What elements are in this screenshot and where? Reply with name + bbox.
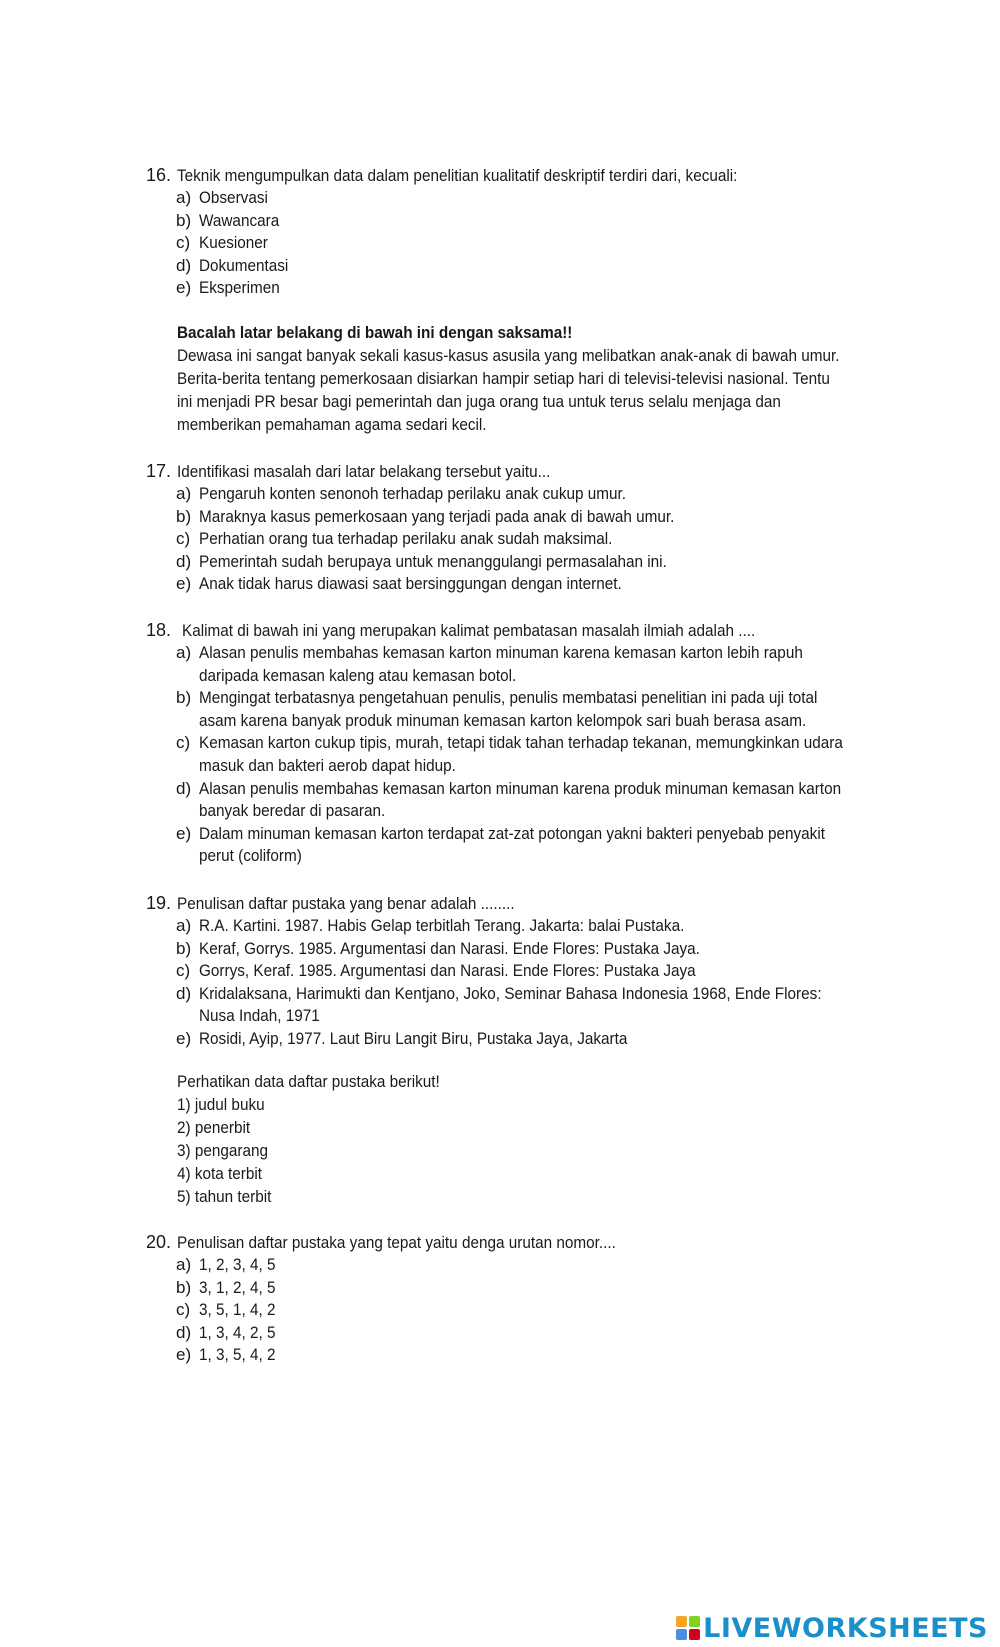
option-text-line-1: Dalam minuman kemasan karton terdapat zat-zat potongan yakni bakteri penyebab penyakit (199, 823, 825, 843)
logo-square (689, 1616, 700, 1627)
option-text: 1, 2, 3, 4, 5 (199, 1255, 276, 1274)
question-18-header (146, 619, 906, 642)
option-letter: c) (176, 233, 191, 253)
option-d[interactable] (176, 551, 906, 574)
data-list-item: 5) tahun terbit (177, 1187, 272, 1206)
option-e[interactable] (176, 823, 906, 868)
option-letter: e) (176, 823, 192, 843)
option-text-line-1: Alasan penulis membahas kemasan karton minuman karena produk minuman kemasan karton (199, 778, 842, 798)
logo-square (689, 1629, 700, 1640)
option-letter: d) (176, 551, 192, 571)
option-letter: e) (176, 574, 192, 594)
option-text-line-2: perut (coliform) (199, 846, 302, 866)
option-b[interactable] (176, 210, 906, 233)
option-text: 3, 1, 2, 4, 5 (199, 1277, 276, 1297)
option-text: Eksperimen (199, 278, 280, 298)
option-text: 1, 3, 5, 4, 2 (199, 1345, 276, 1365)
question-text: Penulisan daftar pustaka yang tepat yaitu denga urutan nomor.... (177, 1233, 616, 1252)
option-letter: b) (176, 1277, 192, 1297)
option-text-line-2: Nusa Indah, 1971 (199, 1006, 320, 1026)
question-20 (146, 1231, 906, 1367)
option-letter: e) (176, 1345, 192, 1365)
option-letter: a) (176, 916, 192, 935)
option-d[interactable] (176, 983, 906, 1028)
question-16 (146, 164, 906, 300)
question-text: Penulisan daftar pustaka yang benar adalah ........ (177, 894, 515, 913)
option-c[interactable] (176, 232, 906, 255)
question-number: 20. (146, 1232, 172, 1252)
question-19-header (146, 892, 906, 915)
passage-heading: Bacalah latar belakang di bawah ini dengan saksama!! (177, 323, 573, 342)
option-text-line-1: Alasan penulis membahas kemasan karton minuman karena kemasan karton lebih rapuh (199, 643, 803, 662)
option-text: Pemerintah sudah berupaya untuk menanggulangi permasalahan ini. (199, 551, 667, 571)
option-text: Gorrys, Keraf. 1985. Argumentasi dan Narasi. Ende Flores: Pustaka Jaya (199, 961, 696, 981)
option-c[interactable] (176, 960, 906, 983)
option-e[interactable] (176, 277, 906, 300)
data-list-item: 4) kota terbit (177, 1164, 263, 1183)
option-d[interactable] (176, 778, 906, 823)
option-text-line-1: Kemasan karton cukup tipis, murah, tetapi tidak tahan terhadap tekanan, memungkinkan udara (199, 733, 843, 753)
option-letter: d) (176, 983, 192, 1003)
question-17 (146, 460, 906, 596)
option-b[interactable] (176, 1277, 906, 1300)
option-c[interactable] (176, 732, 906, 777)
option-letter: b) (176, 506, 192, 526)
option-text: Maraknya kasus pemerkosaan yang terjadi pada anak di bawah umur. (199, 506, 675, 526)
liveworksheets-logo[interactable] (676, 1611, 988, 1645)
option-a[interactable] (176, 483, 906, 506)
option-d[interactable] (176, 1322, 906, 1345)
option-text: 3, 5, 1, 4, 2 (199, 1300, 276, 1320)
option-e[interactable] (176, 573, 906, 596)
option-a[interactable] (176, 1254, 906, 1277)
option-letter: e) (176, 278, 192, 298)
option-letter: a) (176, 188, 192, 207)
question-17-header (146, 460, 906, 483)
option-b[interactable] (176, 687, 906, 732)
question-text: Kalimat di bawah ini yang merupakan kalimat pembatasan masalah ilmiah adalah .... (182, 621, 756, 640)
option-letter: d) (176, 1322, 192, 1342)
question-number: 18. (146, 620, 172, 640)
option-e[interactable] (176, 1344, 906, 1367)
option-text: Dokumentasi (199, 255, 289, 275)
option-letter: b) (176, 938, 192, 958)
option-text-line-2: masuk dan bakteri aerob dapat hidup. (199, 755, 456, 775)
option-text: Kuesioner (199, 233, 268, 253)
data-list-item: 2) penerbit (177, 1118, 251, 1137)
passage-line: Dewasa ini sangat banyak sekali kasus-kasus asusila yang melibatkan anak-anak di bawah umur. (177, 346, 840, 365)
option-text-line-2: asam karena banyak produk minuman kemasan karton kelompok sari buah berasa asam. (199, 710, 807, 730)
option-letter: d) (176, 255, 192, 275)
option-text-line-2: daripada kemasan kaleng atau kemasan botol. (199, 665, 517, 685)
question-20-header (146, 1231, 906, 1254)
question-number: 19. (146, 893, 172, 913)
option-text: Observasi (199, 188, 268, 207)
option-letter: c) (176, 733, 191, 753)
option-letter: b) (176, 688, 192, 708)
logo-text: LIVEWORKSHEETS (703, 1612, 988, 1644)
option-letter: c) (176, 529, 191, 549)
option-text: Perhatian orang tua terhadap perilaku anak sudah maksimal. (199, 529, 613, 549)
question-number: 17. (146, 461, 172, 481)
option-text: Pengaruh konten senonoh terhadap perilaku anak cukup umur. (199, 484, 627, 503)
option-text: Wawancara (199, 210, 280, 230)
data-list-item: 1) judul buku (177, 1095, 265, 1114)
option-letter: e) (176, 1028, 192, 1048)
option-letter: a) (176, 1255, 192, 1274)
question-text: Identifikasi masalah dari latar belakang tersebut yaitu... (177, 462, 551, 481)
option-letter: b) (176, 210, 192, 230)
option-text-line-1: Mengingat terbatasnya pengetahuan penulis, penulis membatasi penelitian ini pada uji total (199, 688, 818, 708)
logo-mark-icon (676, 1616, 700, 1640)
option-c[interactable] (176, 1299, 906, 1322)
data-list-intro: Perhatikan data daftar pustaka berikut! (177, 1072, 440, 1091)
passage-line: memberikan pemahaman agama sedari kecil. (177, 415, 487, 434)
question-number: 16. (146, 165, 172, 185)
logo-square (676, 1616, 687, 1627)
option-text-line-1: Kridalaksana, Harimukti dan Kentjano, Joko, Seminar Bahasa Indonesia 1968, Ende Flores: (199, 983, 822, 1003)
option-a[interactable] (176, 915, 906, 938)
option-letter: a) (176, 643, 192, 662)
option-letter: d) (176, 778, 192, 798)
option-a[interactable] (176, 187, 906, 210)
option-text: Anak tidak harus diawasi saat bersinggungan dengan internet. (199, 574, 622, 594)
passage-line: ini menjadi PR besar bagi pemerintah dan juga orang tua untuk terus selalu menjaga dan (177, 392, 781, 411)
logo-square (676, 1629, 687, 1640)
question-19 (146, 892, 906, 1051)
option-text: 1, 3, 4, 2, 5 (199, 1322, 276, 1342)
data-list-item: 3) pengarang (177, 1141, 269, 1160)
option-text: R.A. Kartini. 1987. Habis Gelap terbitlah Terang. Jakarta: balai Pustaka. (199, 916, 685, 935)
option-a[interactable] (176, 642, 906, 687)
option-d[interactable] (176, 255, 906, 278)
passage-line: Berita-berita tentang pemerkosaan disiarkan hampir setiap hari di televisi-televisi nasional. Tentu (177, 369, 830, 388)
option-text-line-2: banyak beredar di pasaran. (199, 801, 386, 821)
option-letter: c) (176, 961, 191, 981)
option-text: Rosidi, Ayip, 1977. Laut Biru Langit Biru, Pustaka Jaya, Jakarta (199, 1028, 628, 1048)
option-c[interactable] (176, 528, 906, 551)
option-b[interactable] (176, 938, 906, 961)
question-text: Teknik mengumpulkan data dalam penelitian kualitatif deskriptif terdiri dari, kecuali: (177, 166, 738, 185)
option-b[interactable] (176, 506, 906, 529)
option-letter: c) (176, 1300, 191, 1320)
option-e[interactable] (176, 1028, 906, 1051)
option-text: Keraf, Gorrys. 1985. Argumentasi dan Narasi. Ende Flores: Pustaka Jaya. (199, 938, 700, 958)
question-16-header (146, 164, 906, 187)
option-letter: a) (176, 484, 192, 503)
question-18 (146, 619, 906, 868)
